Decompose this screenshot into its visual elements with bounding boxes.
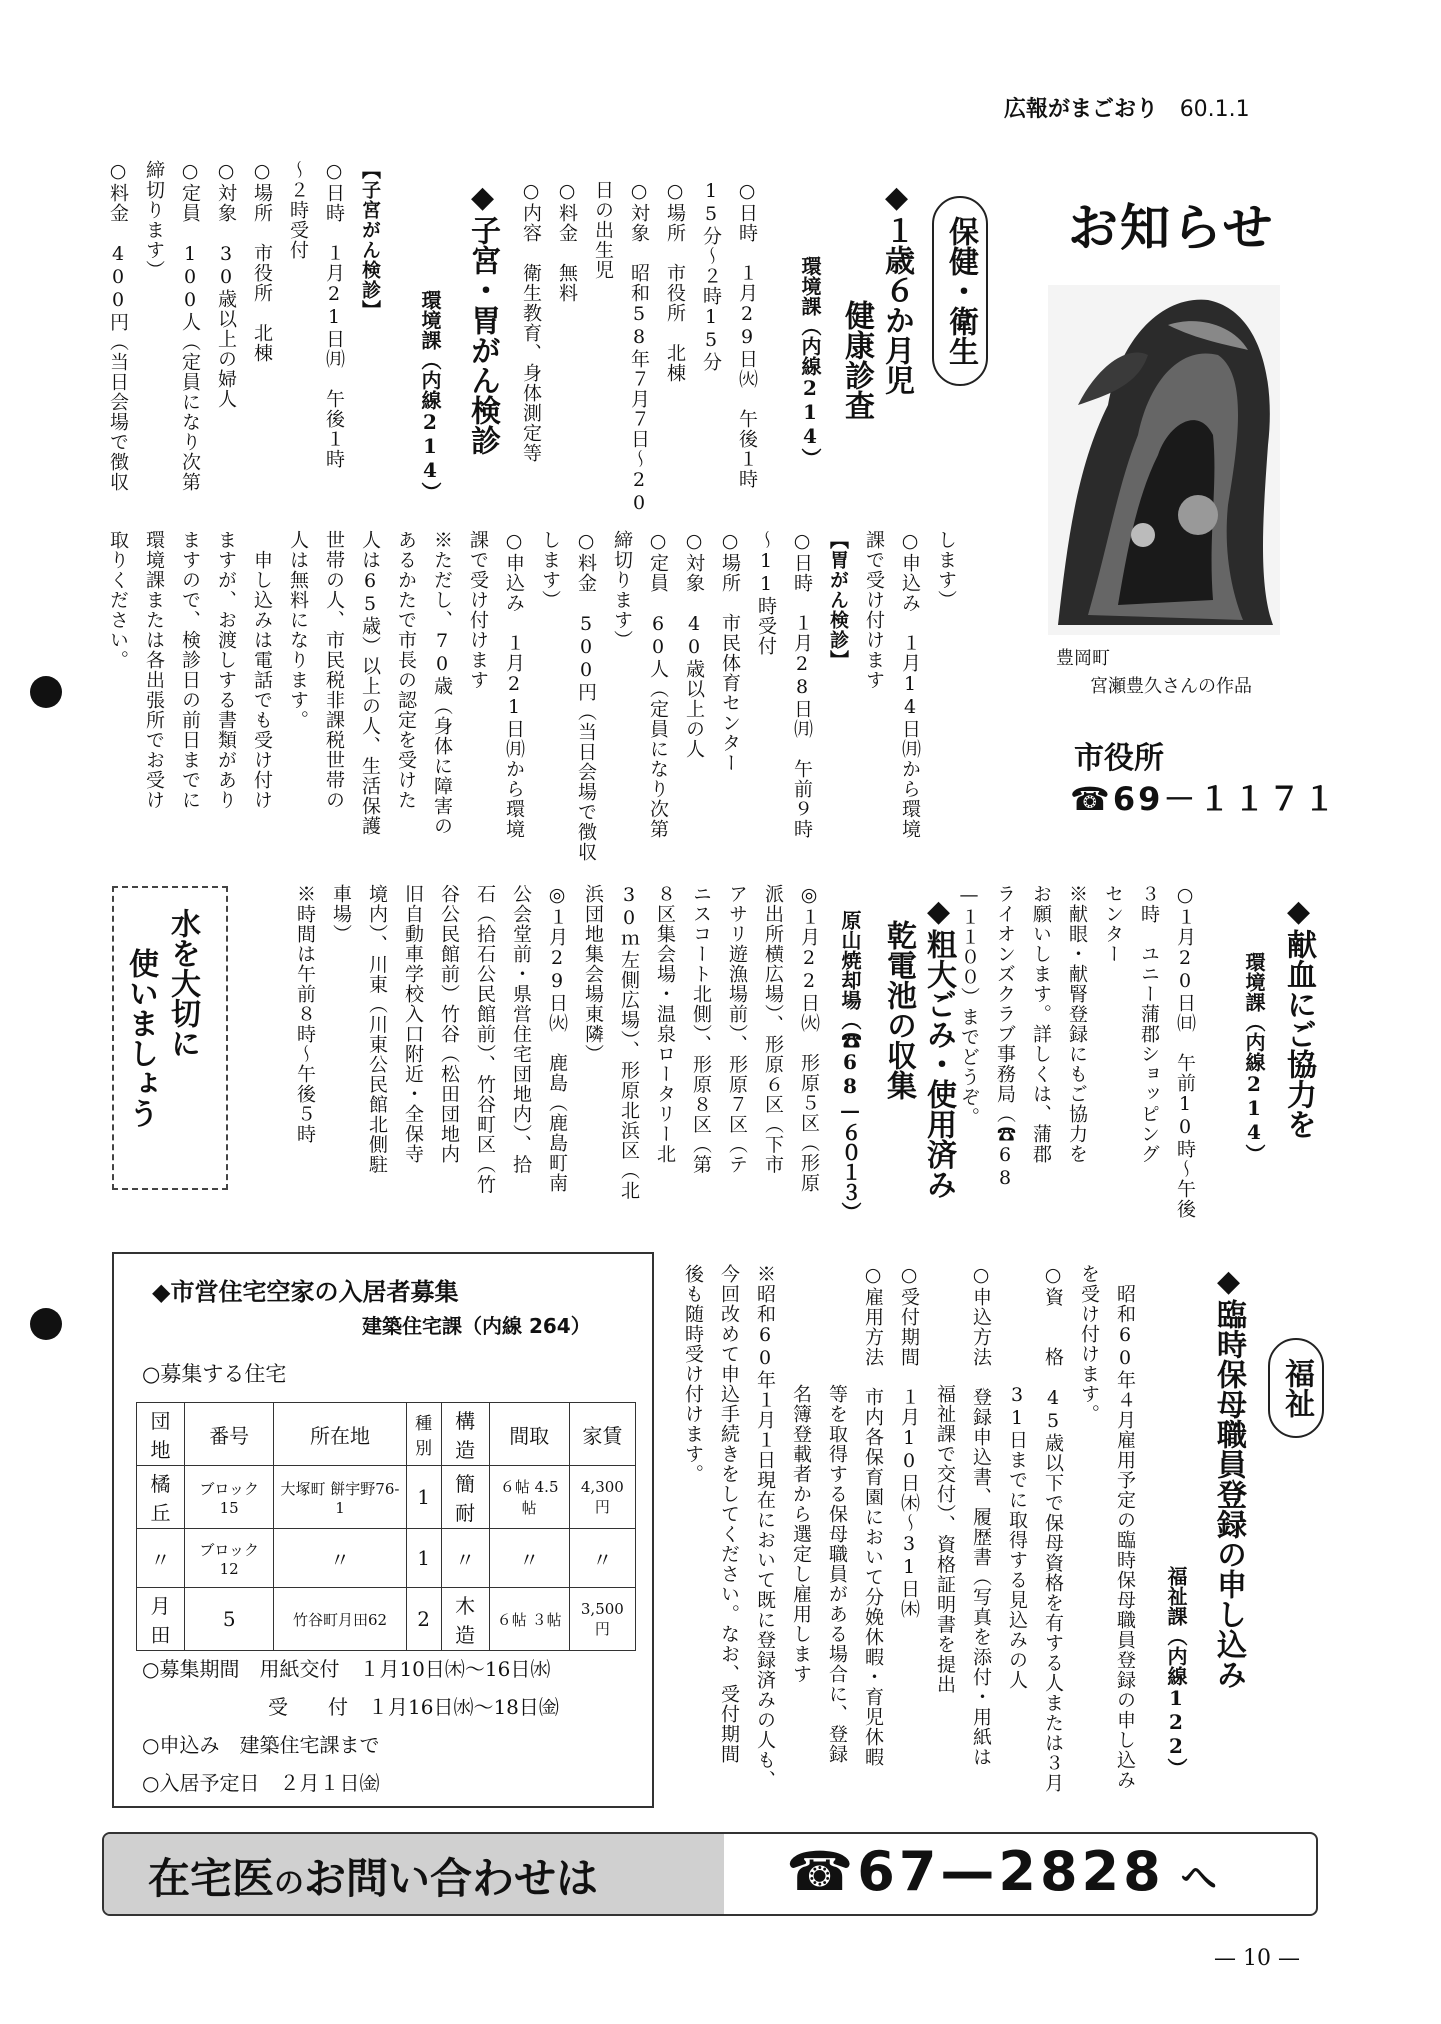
garbage-line: ８区集会場・温泉ロータリー北 xyxy=(654,884,676,1164)
banner-text xyxy=(148,1846,598,1906)
cancer-line: 人は無料になります。 xyxy=(287,530,309,730)
nursery-line: ○申込方法 登録申込書、履歴書（写真を添付・用紙は xyxy=(970,1264,992,1767)
garbage-line: 石（拾石公民館前）、竹谷町区（竹 xyxy=(474,884,496,1195)
nursery-line: ○資 格 45歳以下で保母資格を有する人または３月 xyxy=(1042,1264,1064,1793)
table-cell: 3,500円 xyxy=(569,1588,635,1651)
garbage-line: 旧自動車学校入口附近・全保寺 xyxy=(402,884,424,1164)
housing-period xyxy=(142,1650,559,1802)
cancer-line: 締切ります） xyxy=(611,530,633,650)
cancer-line: します） xyxy=(539,530,561,610)
housing-period-2: 受 付 １月16日㈬～18日㈮ xyxy=(268,1695,559,1719)
checkup-line: ○料金 無料 xyxy=(556,180,578,303)
garbage-line: ◎１月22日㈫ 形原５区（形原 xyxy=(798,884,820,1193)
table-cell: 〃 xyxy=(489,1529,569,1588)
blood-line: センター xyxy=(1102,884,1124,964)
housing-col-header: 家賃 xyxy=(569,1403,635,1466)
housing-col-header: 所在地 xyxy=(274,1403,406,1466)
table-row xyxy=(137,1588,636,1651)
cancer-line: あるかたで市長の認定を受けた xyxy=(395,530,417,810)
table-cell: 簡耐 xyxy=(441,1466,489,1529)
city-hall-phone: ☎69－１１７１ xyxy=(1070,780,1339,818)
uterus-line: 締切ります） xyxy=(143,160,165,280)
cancer-line: 申し込みは電話でも受け付け xyxy=(251,530,273,810)
publication-name: 広報がまごおり xyxy=(1004,97,1159,122)
painting-caption xyxy=(1056,645,1252,701)
nursery-line: 後も随時受け付けます。 xyxy=(682,1264,704,1484)
housing-dept: 建築住宅課（内線 264） xyxy=(362,1314,591,1338)
housing-period-1: 用紙交付 １月10日㈭～16日㈬ xyxy=(259,1657,551,1681)
cancer-line: ○定員 60人（定員になり次第 xyxy=(647,530,669,839)
table-cell: 4,300円 xyxy=(569,1466,635,1529)
table-cell: 〃 xyxy=(569,1529,635,1588)
nursery-line: 31日までに取得する見込みの人 xyxy=(1006,1264,1028,1690)
table-cell: 橘丘 xyxy=(137,1466,185,1529)
table-cell: 木造 xyxy=(441,1588,489,1651)
blood-line: ※献眼・献腎登録にもご協力を xyxy=(1066,884,1088,1164)
nursery-dept: 福祉課（内線122） xyxy=(1164,1566,1188,1778)
garbage-line: 境内）、川東（川東公民館北側駐 xyxy=(366,884,388,1175)
uterus-header: 【子宮がん検診】 xyxy=(359,160,381,320)
checkup-dept: 環境課（内線214） xyxy=(798,256,822,468)
cancer-continued xyxy=(100,530,964,862)
water-save-box xyxy=(112,886,228,1190)
garbage-line: 谷公民館前）竹谷（松田団地内 xyxy=(438,884,460,1164)
checkup-line: 15分～２時15分 xyxy=(700,180,722,372)
painting-image xyxy=(1048,285,1280,635)
blood-line: ○１月20日㈰ 午前10時～午後 xyxy=(1174,884,1196,1219)
housing-col-header: 種別 xyxy=(406,1403,441,1466)
uterus-line: ○日時 １月21日㈪ 午後１時 xyxy=(323,160,345,469)
housing-col-header: 団地 xyxy=(137,1403,185,1466)
table-row xyxy=(137,1529,636,1588)
table-cell: ６帖 4.5帖 xyxy=(489,1466,569,1529)
cancer-line: ○対象 40歳以上の人 xyxy=(683,530,705,759)
blood-line: お願いします。詳しくは、蒲郡 xyxy=(1030,884,1052,1164)
table-cell: 5 xyxy=(185,1588,274,1651)
housing-period-label: ○募集期間 xyxy=(142,1657,240,1681)
cancer-line: 環境課または各出張所でお受け xyxy=(143,530,165,810)
garbage-line: アサリ遊漁場前）、形原７区（テ xyxy=(726,884,748,1175)
banner-text-a: 在宅医 xyxy=(148,1854,275,1903)
table-cell: 1 xyxy=(406,1466,441,1529)
cancer-line: ※ただし、70歳（身体に障害の xyxy=(431,530,453,836)
publication-header xyxy=(1004,92,1250,123)
table-row xyxy=(137,1466,636,1529)
cancer-line: 取りください。 xyxy=(107,530,129,670)
housing-move-in: ○入居予定日 ２月１日㈮ xyxy=(142,1771,380,1795)
checkup-line: ○対象 昭和58年７月７日～20 xyxy=(628,180,650,515)
housing-subtitle: ○募集する住宅 xyxy=(142,1362,287,1386)
garbage-title: ◆粗大ごみ・使用済み xyxy=(921,894,956,1199)
nursery-title: ◆臨時保母職員登録の申し込み xyxy=(1211,1264,1246,1689)
cancer-line: ますが、お渡しする書類があり xyxy=(215,530,237,810)
garbage-line: 公会堂前・県営住宅団地内）、拾 xyxy=(510,884,532,1175)
section-tag-welfare: 福祉 xyxy=(1268,1338,1324,1438)
checkup-line: ○場所 市役所 北棟 xyxy=(664,180,686,383)
garbage-line: 派出所横広場）、形原６区（下市 xyxy=(762,884,784,1175)
home-doctor-banner xyxy=(102,1832,1318,1916)
table-cell: 〃 xyxy=(137,1529,185,1588)
garbage-line: ニスコート北側）、形原８区（第 xyxy=(690,884,712,1175)
caption-artist: 宮瀬豊久さんの作品 xyxy=(1090,676,1252,697)
blood-title: ◆献血にご協力を xyxy=(1281,894,1316,1139)
checkup-line: ○日時 １月29日㈫ 午後１時 xyxy=(736,180,758,489)
nursery-details xyxy=(675,1264,1143,1814)
garbage-sub: 原山焼却場（☎68—６０１３） xyxy=(838,910,862,1222)
nursery-line: 名簿登載者から選定し雇用します xyxy=(790,1264,812,1684)
notice-title: お知らせ xyxy=(1068,199,1275,257)
nursery-line: 福祉課で交付）、資格証明書を提出 xyxy=(934,1264,956,1695)
cancer-line: ～11時受付 xyxy=(755,530,777,656)
cancer-line: 人は65歳）以上の人、生活保護 xyxy=(359,530,381,836)
garbage-details xyxy=(287,884,827,1214)
checkup-title-2: 健康診査 xyxy=(839,300,874,420)
garbage-line: 30ｍ左側広場）、形原北浜区（北 xyxy=(618,884,640,1201)
table-cell: 〃 xyxy=(441,1529,489,1588)
blood-details xyxy=(951,884,1203,1219)
housing-title: ◆市営住宅空家の入居者募集 xyxy=(152,1278,459,1306)
uterus-line: ○定員 100人（定員になり次第 xyxy=(179,160,201,492)
garbage-line: ※時間は午前８時～午後５時 xyxy=(294,884,316,1144)
cancer-line: ○申込み １月21日㈪から環境 xyxy=(503,530,525,839)
garbage-line: 浜団地集会場東隣） xyxy=(582,884,604,1064)
cancer-line: ○日時 １月28日㈪ 午前９時 xyxy=(791,530,813,839)
housing-table xyxy=(136,1402,636,1651)
checkup-line: 日の出生児 xyxy=(592,180,614,280)
cancer-title: ◆子宮・胃がん検診 xyxy=(465,180,500,455)
nursery-line: 今回改めて申込手続きをしてください。なお、受付期間 xyxy=(718,1264,740,1764)
cancer-dept: 環境課（内線214） xyxy=(418,290,442,502)
housing-table-header xyxy=(137,1403,636,1466)
uterus-line: ～２時受付 xyxy=(287,160,309,260)
uterus-line: ○場所 市役所 北棟 xyxy=(251,160,273,363)
table-cell: 竹谷町月田62 xyxy=(274,1588,406,1651)
housing-col-header: 間取 xyxy=(489,1403,569,1466)
uterus-line: ○料金 400円（当日会場で徴収 xyxy=(107,160,129,492)
water-line-1: 水を大切に xyxy=(165,908,200,1058)
nursery-line: ○受付期間 １月10日㈭～31日㈭ xyxy=(898,1264,920,1619)
cancer-line: ○場所 市民体育センター xyxy=(719,530,741,773)
cancer-line: 【胃がん検診】 xyxy=(827,530,849,670)
checkup-title: ◆１歳６か月児 xyxy=(879,180,914,395)
nursery-line: 昭和60年４月雇用予定の臨時保母職員登録の申し込み xyxy=(1114,1264,1136,1790)
cancer-line: します） xyxy=(935,530,957,610)
housing-apply: ○申込み 建築住宅課まで xyxy=(142,1733,380,1757)
cancer-line: 課で受け付けます xyxy=(863,530,885,690)
table-cell: ブロック 12 xyxy=(185,1529,274,1588)
banner-text-c: お問い合わせは xyxy=(304,1854,599,1903)
table-cell: 大塚町 餅宇野76-1 xyxy=(274,1466,406,1529)
uterus-details xyxy=(100,160,388,510)
nursery-line: を受け付けます。 xyxy=(1078,1264,1100,1424)
section-tag-health: 保健・衛生 xyxy=(932,196,988,386)
cancer-line: 世帯の人、市民税非課税世帯の xyxy=(323,530,345,810)
water-line-2: 使いましょう xyxy=(123,948,158,1128)
caption-town: 豊岡町 xyxy=(1056,648,1110,669)
cancer-line: ○申込み １月14日㈪から環境 xyxy=(899,530,921,839)
housing-box xyxy=(112,1252,654,1808)
city-hall-label: 市役所 xyxy=(1074,741,1164,776)
garbage-line: ◎１月29日㈫ 鹿島（鹿島町南 xyxy=(546,884,568,1193)
banner-phone-number: ☎67—2828 xyxy=(786,1840,1165,1903)
banner-phone xyxy=(786,1840,1221,1903)
table-cell: 2 xyxy=(406,1588,441,1651)
nursery-line: ※昭和60年１月１日現在において既に登録済みの人も、 xyxy=(754,1264,776,1790)
uterus-line: ○対象 30歳以上の婦人 xyxy=(215,160,237,409)
table-cell: 〃 xyxy=(274,1529,406,1588)
binder-hole-bottom xyxy=(30,1308,62,1340)
blood-line: ３時 ユニー蒲郡ショッピング xyxy=(1138,884,1160,1164)
banner-suffix: へ xyxy=(1180,1858,1221,1899)
blood-dept: 環境課（内線214） xyxy=(1242,952,1266,1164)
table-cell: 1 xyxy=(406,1529,441,1588)
nursery-line: 等を取得する保母職員がある場合に、登録 xyxy=(826,1264,848,1764)
publication-date: 60.1.1 xyxy=(1179,97,1250,122)
nursery-line: ○雇用方法 市内各保育園において分娩休暇・育児休暇 xyxy=(862,1264,884,1767)
table-cell: 月田 xyxy=(137,1588,185,1651)
binder-hole-top xyxy=(30,676,62,708)
housing-col-header: 構造 xyxy=(441,1403,489,1466)
banner-text-b: の xyxy=(274,1866,305,1901)
cancer-line: 課で受け付けます xyxy=(467,530,489,690)
garbage-title-2: 乾電池の収集 xyxy=(881,920,916,1100)
table-cell: ６帖 ３帖 xyxy=(489,1588,569,1651)
cancer-line: ますので、検診日の前日までに xyxy=(179,530,201,810)
page-number: — 10 — xyxy=(1214,1946,1300,1971)
checkup-line: ○内容 衛生教育、身体測定等 xyxy=(520,180,542,463)
checkup-details xyxy=(513,180,765,525)
garbage-line: 車場） xyxy=(330,884,352,944)
blood-line: —１１００）までどうぞ。 xyxy=(958,884,980,1127)
housing-col-header: 番号 xyxy=(185,1403,274,1466)
table-cell: ブロック 15 xyxy=(185,1466,274,1529)
cancer-line: ○料金 500円（当日会場で徴収 xyxy=(575,530,597,862)
blood-line: ライオンズクラブ事務局（☎68 xyxy=(994,884,1016,1190)
